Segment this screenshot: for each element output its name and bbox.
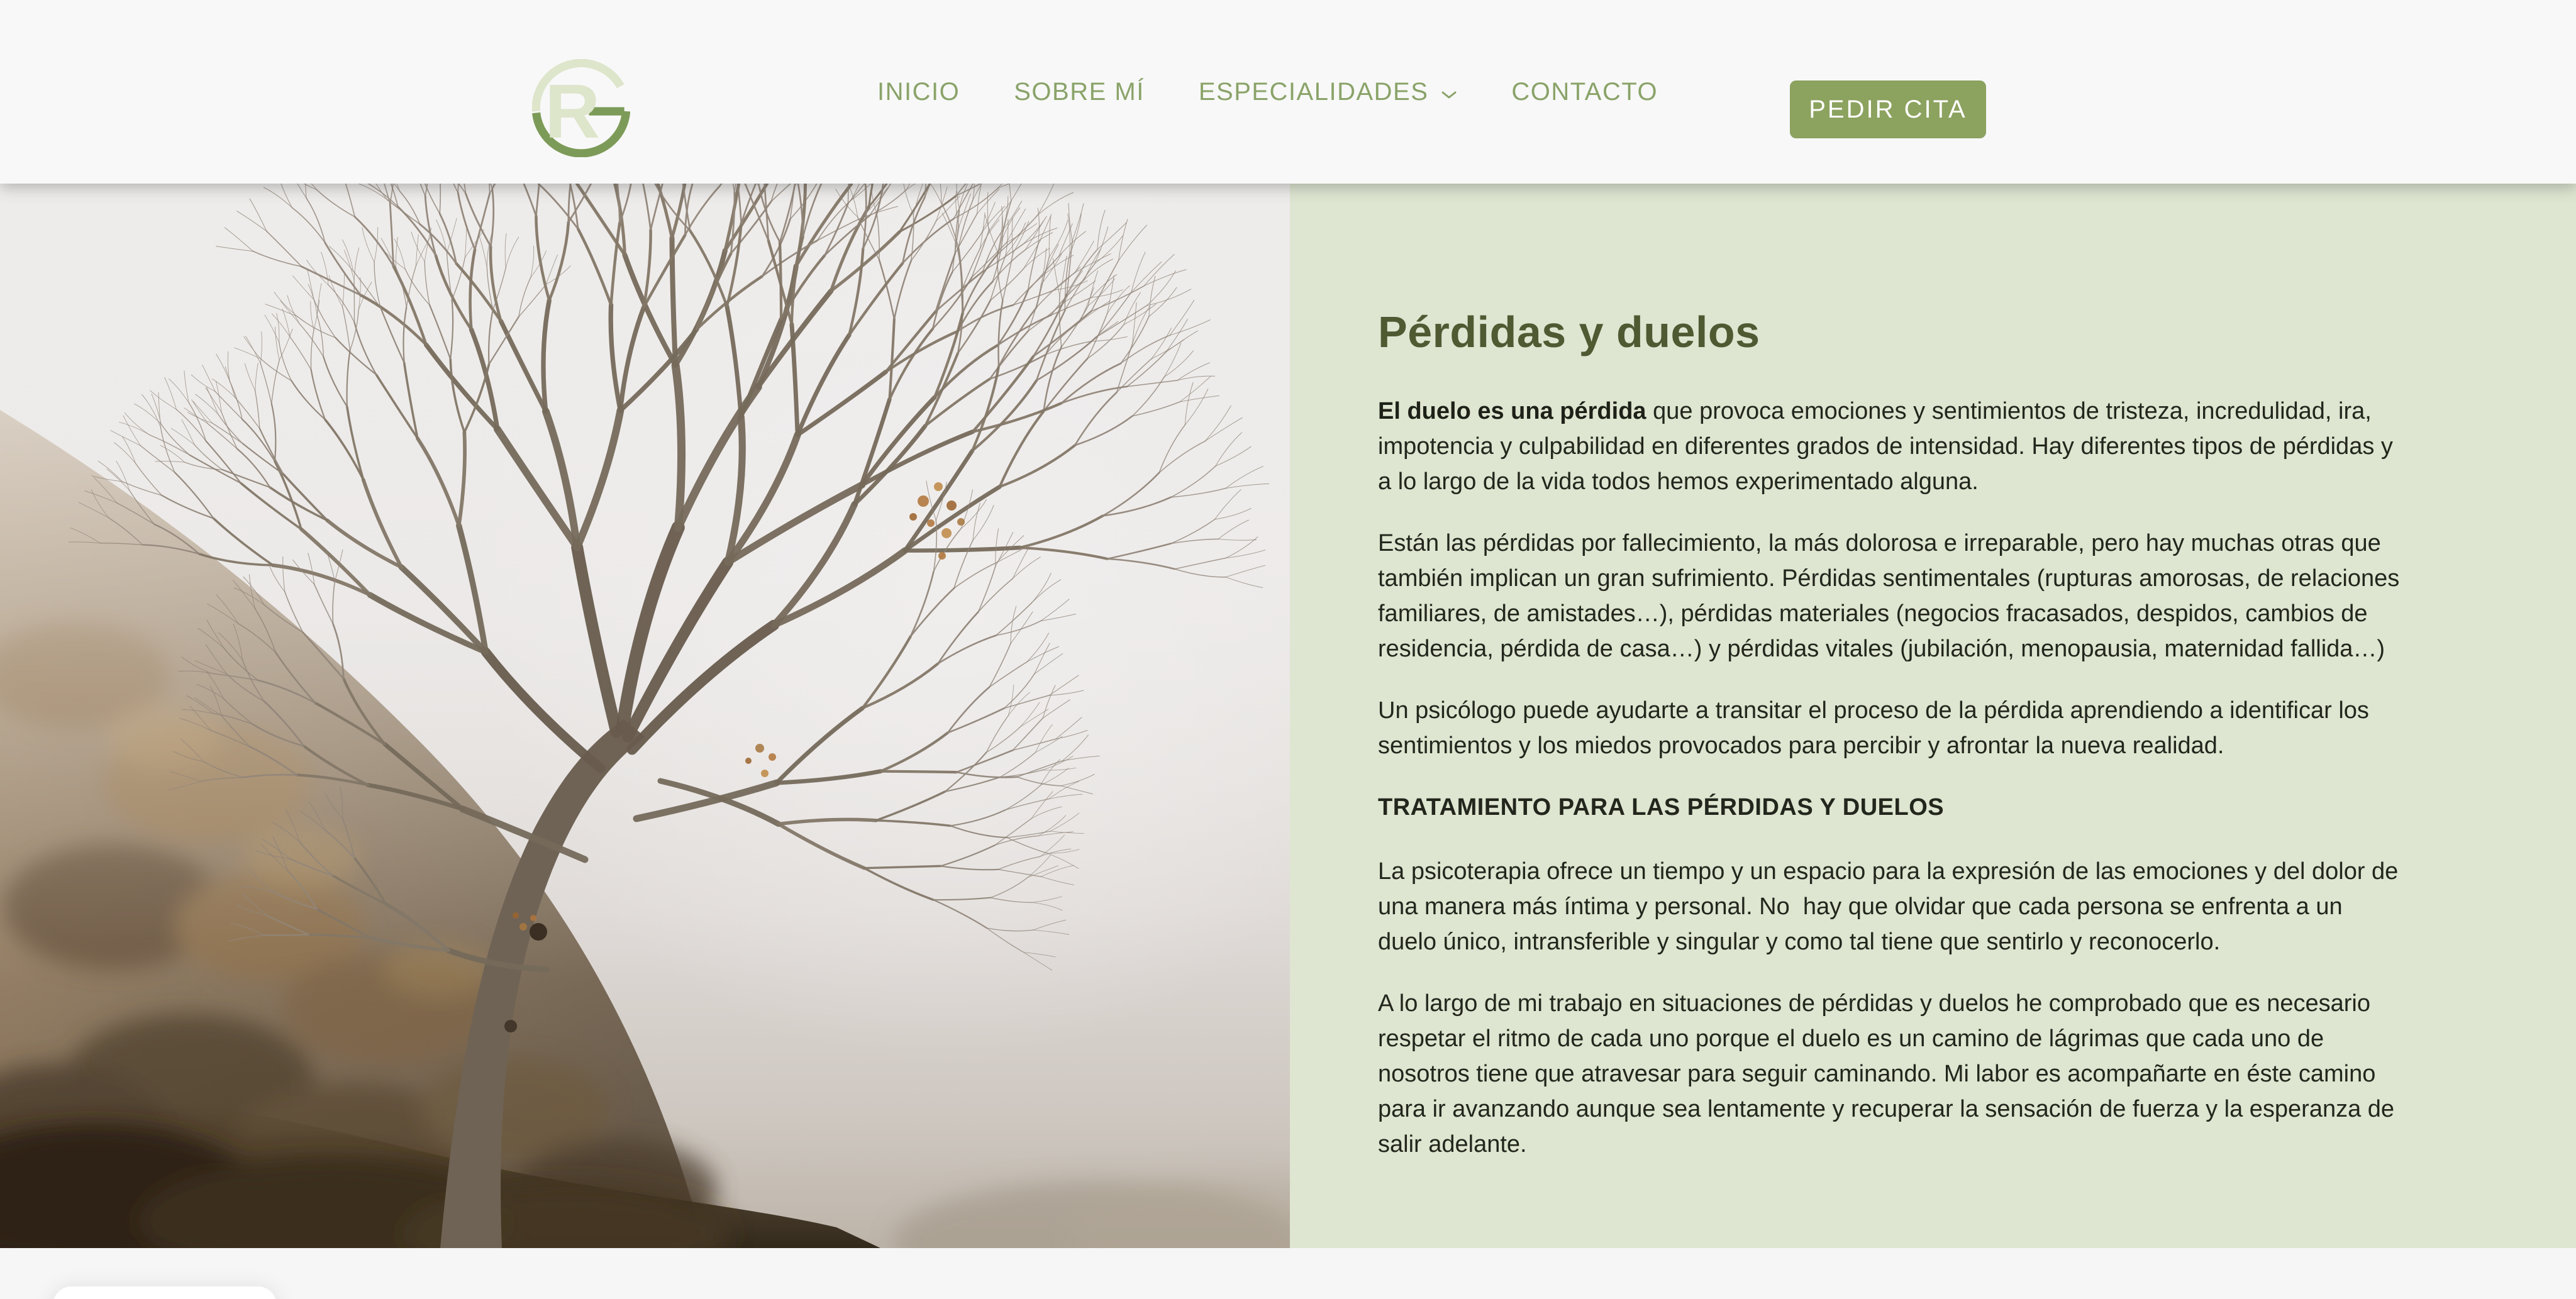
site-header (0, 0, 2576, 184)
logo-rg-monogram[interactable] (532, 59, 630, 157)
paragraph-intro (1378, 394, 2407, 499)
paragraph-intro-bold: El duelo es una pérdida (1378, 398, 1646, 424)
nav-item-inicio[interactable]: INICIO (877, 77, 960, 106)
main-nav (877, 0, 1658, 184)
content-panel (1290, 184, 2576, 1248)
paragraph-3: Un psicólogo puede ayudarte a transitar el proceso de la pérdida aprendiendo a identificar los sentimientos y los miedos provocados para percibir y afrontar la nueva realidad. (1378, 697, 2376, 759)
chevron-down-icon (1441, 78, 1457, 106)
nav-item-especialidades[interactable] (1199, 78, 1458, 106)
nav-item-contacto[interactable]: CONTACTO (1511, 77, 1658, 106)
logo-r-letter: R (545, 68, 601, 154)
bottom-card[interactable] (53, 1286, 277, 1299)
hero-photo-tree-in-fog (0, 184, 1290, 1248)
paragraph-5: A lo largo de mi trabajo en situaciones de pérdidas y duelos he comprobado que es necesario respetar el ritmo de cada uno porque el duelo es un camino de lágrimas que cada uno de nosotros tiene que atravesar para seguir caminando. Mi labor es acompañarte en éste camino para ir avanzando aunque sea lentamente y recuperar la sensación de fuerza y la esperanza de salir adelante. (1378, 990, 2401, 1158)
nav-item-sobre-mi[interactable]: SOBRE MÍ (1014, 77, 1145, 106)
paragraph-intro-rest: que provoca emociones y sentimientos de tristeza, incredulidad, ira, impotencia y culpabilidad en diferentes grados de intensidad. Hay diferentes tipos de pérdidas y a lo largo de la vida todos hemos experimentado alguna. (1378, 398, 2400, 495)
page-title: Pérdidas y duelos (1378, 307, 1760, 357)
next-section-strip (0, 1248, 2576, 1299)
treatment-subheading: TRATAMIENTO PARA LAS PÉRDIDAS Y DUELOS (1378, 794, 1945, 821)
nav-item-especialidades-label: ESPECIALIDADES (1198, 77, 1429, 106)
paragraph-4: La psicoterapia ofrece un tiempo y un espacio para la expresión de las emociones y del dolor de una manera más íntima y personal. No hay que olvidar que cada persona se enfrenta a un duelo único, intransferible y singular y como tal tiene que sentirlo y reconocerlo. (1378, 858, 2405, 955)
pedir-cita-button[interactable]: PEDIR CITA (1790, 80, 1986, 138)
paragraph-2: Están las pérdidas por fallecimiento, la más dolorosa e irreparable, pero hay muchas otras que también implican un gran sufrimiento. Pérdidas sentimentales (rupturas amorosas, de relaciones familiares, de amistades…), pérdidas materiales (negocios fracasados, despidos, cambios de residencia, pérdida de casa…) y pérdidas vitales (jubilación, menopausia, maternidad fallida…) (1378, 530, 2406, 662)
